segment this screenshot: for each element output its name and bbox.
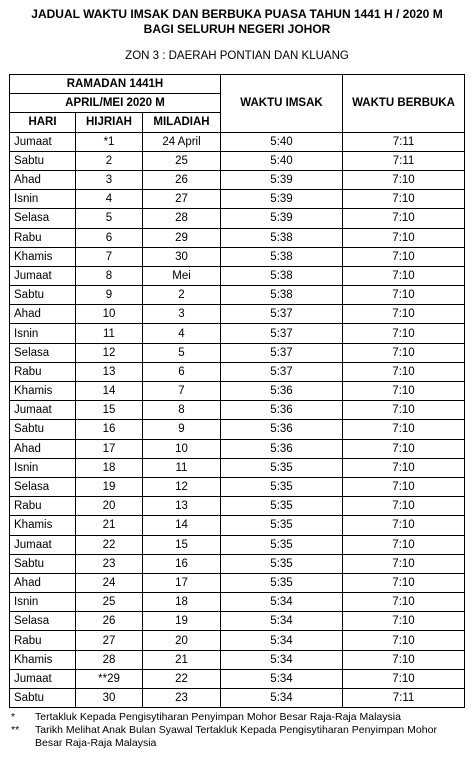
- cell-hari: Selasa: [10, 477, 76, 496]
- cell-hari: Isnin: [10, 593, 76, 612]
- cell-miladiah: 4: [143, 324, 221, 343]
- cell-hari: Jumaat: [10, 669, 76, 688]
- cell-berbuka: 7:10: [343, 554, 465, 573]
- cell-imsak: 5:38: [221, 266, 343, 285]
- footnote-2: [11, 724, 466, 750]
- cell-hari: Jumaat: [10, 401, 76, 420]
- cell-hari: Ahad: [10, 573, 76, 592]
- table-row: [10, 573, 465, 592]
- cell-hijriah: 11: [76, 324, 143, 343]
- cell-miladiah: 29: [143, 228, 221, 247]
- cell-hijriah: 26: [76, 612, 143, 631]
- table-row: [10, 343, 465, 362]
- table-row: [10, 458, 465, 477]
- cell-hari: Ahad: [10, 439, 76, 458]
- table-row: [10, 228, 465, 247]
- table-row: [10, 305, 465, 324]
- cell-imsak: 5:34: [221, 631, 343, 650]
- cell-berbuka: 7:10: [343, 401, 465, 420]
- cell-hijriah: 12: [76, 343, 143, 362]
- cell-hari: Rabu: [10, 362, 76, 381]
- cell-miladiah: 26: [143, 170, 221, 189]
- cell-imsak: 5:35: [221, 535, 343, 554]
- table-row: [10, 286, 465, 305]
- cell-hijriah: *1: [76, 132, 143, 151]
- cell-berbuka: 7:10: [343, 420, 465, 439]
- table-row: [10, 535, 465, 554]
- cell-imsak: 5:36: [221, 439, 343, 458]
- cell-berbuka: 7:10: [343, 170, 465, 189]
- cell-berbuka: 7:10: [343, 535, 465, 554]
- cell-berbuka: 7:10: [343, 266, 465, 285]
- table-row: [10, 439, 465, 458]
- cell-hari: Sabtu: [10, 151, 76, 170]
- schedule-table: [9, 74, 465, 708]
- table-row: [10, 612, 465, 631]
- cell-berbuka: 7:10: [343, 650, 465, 669]
- footnote-1: [11, 711, 466, 724]
- cell-hari: Khamis: [10, 382, 76, 401]
- cell-miladiah: Mei: [143, 266, 221, 285]
- cell-miladiah: 24 April: [143, 132, 221, 151]
- table-row: [10, 324, 465, 343]
- cell-hijriah: 25: [76, 593, 143, 612]
- cell-berbuka: 7:10: [343, 612, 465, 631]
- cell-imsak: 5:39: [221, 170, 343, 189]
- cell-hijriah: 24: [76, 573, 143, 592]
- table-row: [10, 382, 465, 401]
- cell-berbuka: 7:10: [343, 209, 465, 228]
- cell-berbuka: 7:10: [343, 286, 465, 305]
- cell-berbuka: 7:11: [343, 151, 465, 170]
- cell-miladiah: 11: [143, 458, 221, 477]
- cell-imsak: 5:37: [221, 305, 343, 324]
- cell-berbuka: 7:10: [343, 669, 465, 688]
- cell-berbuka: 7:10: [343, 631, 465, 650]
- cell-hijriah: 10: [76, 305, 143, 324]
- cell-miladiah: 23: [143, 689, 221, 708]
- cell-hari: Sabtu: [10, 420, 76, 439]
- table-body: [10, 132, 465, 708]
- cell-hijriah: 3: [76, 170, 143, 189]
- cell-hijriah: 20: [76, 497, 143, 516]
- cell-hijriah: 27: [76, 631, 143, 650]
- cell-berbuka: 7:10: [343, 324, 465, 343]
- cell-miladiah: 12: [143, 477, 221, 496]
- table-row: [10, 593, 465, 612]
- cell-imsak: 5:35: [221, 458, 343, 477]
- cell-miladiah: 2: [143, 286, 221, 305]
- cell-hijriah: 18: [76, 458, 143, 477]
- cell-imsak: 5:36: [221, 382, 343, 401]
- cell-berbuka: 7:10: [343, 573, 465, 592]
- cell-imsak: 5:39: [221, 190, 343, 209]
- footnotes: [11, 711, 466, 750]
- table-row: [10, 516, 465, 535]
- column-header-miladiah: MILADIAH: [143, 113, 221, 132]
- table-row: [10, 151, 465, 170]
- cell-hijriah: 28: [76, 650, 143, 669]
- cell-hijriah: 6: [76, 228, 143, 247]
- cell-miladiah: 7: [143, 382, 221, 401]
- cell-miladiah: 14: [143, 516, 221, 535]
- cell-hari: Isnin: [10, 458, 76, 477]
- cell-berbuka: 7:10: [343, 343, 465, 362]
- cell-hari: Khamis: [10, 247, 76, 266]
- table-row: [10, 132, 465, 151]
- cell-hari: Ahad: [10, 170, 76, 189]
- cell-hari: Khamis: [10, 650, 76, 669]
- cell-imsak: 5:34: [221, 593, 343, 612]
- cell-hijriah: 22: [76, 535, 143, 554]
- cell-miladiah: 21: [143, 650, 221, 669]
- cell-imsak: 5:34: [221, 689, 343, 708]
- cell-miladiah: 10: [143, 439, 221, 458]
- table-row: [10, 266, 465, 285]
- cell-hijriah: 7: [76, 247, 143, 266]
- cell-hijriah: 23: [76, 554, 143, 573]
- column-header-hari: HARI: [10, 113, 76, 132]
- footnote-text: Tarikh Melihat Anak Bulan Syawal Tertakluk Kepada Pengisytiharan Penyimpan Mohor Besar Raja-Raja Malaysia: [35, 724, 437, 749]
- cell-miladiah: 13: [143, 497, 221, 516]
- cell-miladiah: 30: [143, 247, 221, 266]
- cell-hijriah: 9: [76, 286, 143, 305]
- cell-imsak: 5:37: [221, 343, 343, 362]
- cell-berbuka: 7:10: [343, 190, 465, 209]
- cell-hari: Khamis: [10, 516, 76, 535]
- cell-imsak: 5:36: [221, 401, 343, 420]
- column-header-berbuka: WAKTU BERBUKA: [343, 75, 465, 133]
- cell-berbuka: 7:11: [343, 132, 465, 151]
- cell-miladiah: 5: [143, 343, 221, 362]
- column-header-hijriah: HIJRIAH: [76, 113, 143, 132]
- cell-imsak: 5:34: [221, 669, 343, 688]
- cell-berbuka: 7:10: [343, 477, 465, 496]
- cell-hari: Rabu: [10, 631, 76, 650]
- cell-berbuka: 7:10: [343, 305, 465, 324]
- cell-imsak: 5:38: [221, 228, 343, 247]
- table-row: [10, 401, 465, 420]
- cell-miladiah: 28: [143, 209, 221, 228]
- cell-imsak: 5:35: [221, 497, 343, 516]
- group-header-ramadan: RAMADAN 1441H: [10, 75, 221, 94]
- cell-imsak: 5:35: [221, 477, 343, 496]
- zone-label: ZON 3 : DAERAH PONTIAN DAN KLUANG: [125, 50, 349, 62]
- table-row: [10, 247, 465, 266]
- cell-imsak: 5:35: [221, 516, 343, 535]
- cell-imsak: 5:40: [221, 151, 343, 170]
- table-row: [10, 554, 465, 573]
- cell-miladiah: 16: [143, 554, 221, 573]
- cell-hijriah: 2: [76, 151, 143, 170]
- cell-berbuka: 7:10: [343, 247, 465, 266]
- cell-miladiah: 20: [143, 631, 221, 650]
- cell-imsak: 5:35: [221, 573, 343, 592]
- footnote-mark: **: [11, 724, 20, 736]
- cell-hari: Rabu: [10, 228, 76, 247]
- cell-imsak: 5:34: [221, 612, 343, 631]
- cell-miladiah: 15: [143, 535, 221, 554]
- cell-imsak: 5:36: [221, 420, 343, 439]
- cell-miladiah: 19: [143, 612, 221, 631]
- document-title: JADUAL WAKTU IMSAK DAN BERBUKA PUASA TAHUN 1441 H / 2020 M: [31, 7, 443, 21]
- cell-miladiah: 22: [143, 669, 221, 688]
- cell-hari: Rabu: [10, 497, 76, 516]
- table-row: [10, 497, 465, 516]
- cell-berbuka: 7:10: [343, 516, 465, 535]
- cell-hijriah: 13: [76, 362, 143, 381]
- cell-hijriah: 14: [76, 382, 143, 401]
- table-row: [10, 420, 465, 439]
- cell-miladiah: 27: [143, 190, 221, 209]
- footnote-mark: *: [11, 711, 16, 723]
- table-row: [10, 190, 465, 209]
- group-header-month: APRIL/MEI 2020 M: [10, 94, 221, 113]
- table-row: [10, 477, 465, 496]
- document-subtitle: BAGI SELURUH NEGERI JOHOR: [143, 22, 331, 36]
- cell-hijriah: 4: [76, 190, 143, 209]
- cell-berbuka: 7:10: [343, 497, 465, 516]
- table-row: [10, 650, 465, 669]
- cell-berbuka: 7:10: [343, 458, 465, 477]
- table-row: [10, 669, 465, 688]
- table-row: [10, 689, 465, 708]
- cell-imsak: 5:35: [221, 554, 343, 573]
- cell-miladiah: 3: [143, 305, 221, 324]
- cell-hijriah: 30: [76, 689, 143, 708]
- cell-miladiah: 25: [143, 151, 221, 170]
- cell-imsak: 5:40: [221, 132, 343, 151]
- table-row: [10, 170, 465, 189]
- cell-miladiah: 9: [143, 420, 221, 439]
- cell-berbuka: 7:11: [343, 689, 465, 708]
- cell-hijriah: 8: [76, 266, 143, 285]
- cell-hijriah: 16: [76, 420, 143, 439]
- cell-hari: Jumaat: [10, 266, 76, 285]
- cell-hari: Isnin: [10, 190, 76, 209]
- cell-hijriah: 17: [76, 439, 143, 458]
- cell-hari: Jumaat: [10, 132, 76, 151]
- cell-hari: Selasa: [10, 209, 76, 228]
- cell-hari: Isnin: [10, 324, 76, 343]
- cell-hijriah: **29: [76, 669, 143, 688]
- table-row: [10, 631, 465, 650]
- cell-berbuka: 7:10: [343, 362, 465, 381]
- cell-imsak: 5:38: [221, 286, 343, 305]
- cell-miladiah: 17: [143, 573, 221, 592]
- cell-miladiah: 6: [143, 362, 221, 381]
- cell-hijriah: 15: [76, 401, 143, 420]
- table-row: [10, 209, 465, 228]
- cell-imsak: 5:34: [221, 650, 343, 669]
- cell-hijriah: 21: [76, 516, 143, 535]
- table-row: [10, 362, 465, 381]
- cell-imsak: 5:39: [221, 209, 343, 228]
- cell-miladiah: 8: [143, 401, 221, 420]
- cell-berbuka: 7:10: [343, 228, 465, 247]
- cell-imsak: 5:37: [221, 362, 343, 381]
- cell-hari: Sabtu: [10, 286, 76, 305]
- cell-berbuka: 7:10: [343, 382, 465, 401]
- cell-berbuka: 7:10: [343, 439, 465, 458]
- cell-hari: Ahad: [10, 305, 76, 324]
- cell-hari: Selasa: [10, 343, 76, 362]
- cell-hijriah: 5: [76, 209, 143, 228]
- cell-hijriah: 19: [76, 477, 143, 496]
- cell-hari: Jumaat: [10, 535, 76, 554]
- cell-berbuka: 7:10: [343, 593, 465, 612]
- cell-hari: Selasa: [10, 612, 76, 631]
- cell-imsak: 5:37: [221, 324, 343, 343]
- footnote-text: Tertakluk Kepada Pengisytiharan Penyimpan Mohor Besar Raja-Raja Malaysia: [35, 711, 401, 723]
- cell-miladiah: 18: [143, 593, 221, 612]
- cell-hari: Sabtu: [10, 554, 76, 573]
- column-header-imsak: WAKTU IMSAK: [221, 75, 343, 133]
- cell-hari: Sabtu: [10, 689, 76, 708]
- cell-imsak: 5:38: [221, 247, 343, 266]
